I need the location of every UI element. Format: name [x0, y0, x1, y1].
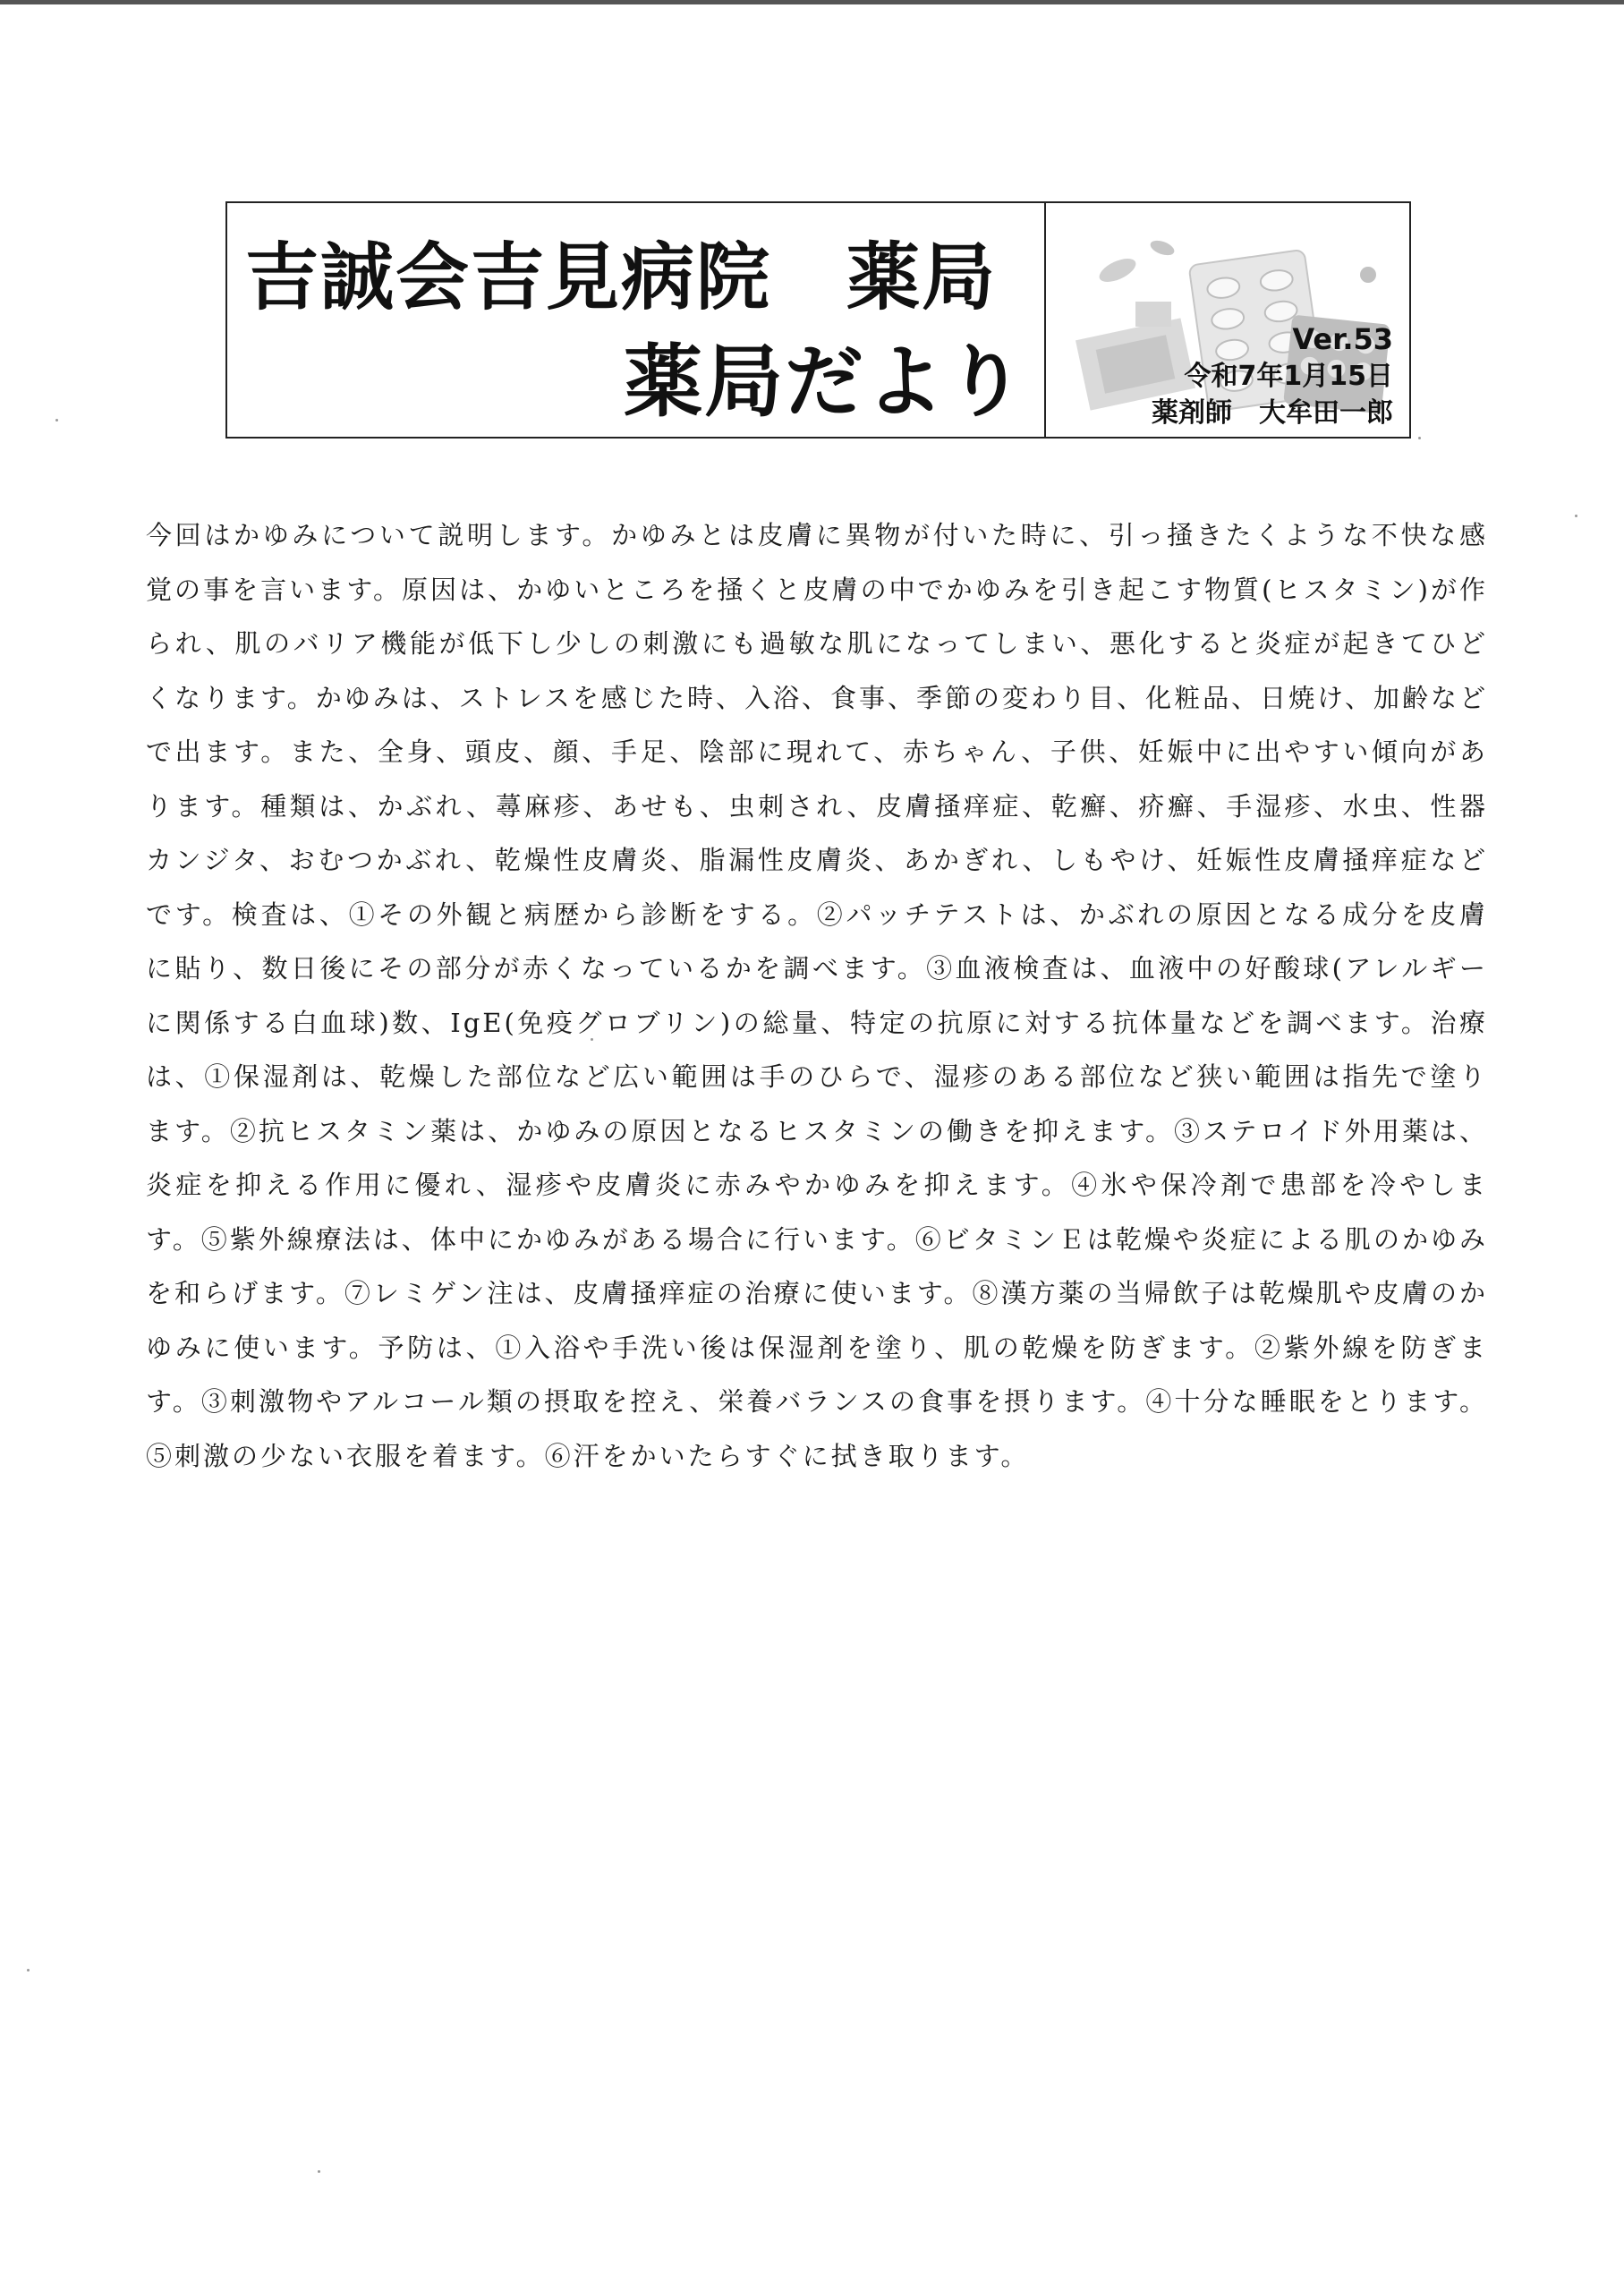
- article-body: 今回はかゆみについて説明します。かゆみとは皮膚に異物が付いた時に、引っ掻きたくような不快な感覚の事を言います。原因は、かゆいところを掻くと皮膚の中でかゆみを引き起こす物質(ヒスタミン)が作られ、肌のバリア機能が低下し少しの刺激にも過敏な肌になってしまい、悪化すると炎症が起きてひどくなります。かゆみは、ストレスを感じた時、入浴、食事、季節の変わり目、化粧品、日焼け、加齢などで出ます。また、全身、頭皮、顔、手足、陰部に現れて、赤ちゃん、子供、妊娠中に出やすい傾向があります。種類は、かぶれ、蕁麻疹、あせも、虫刺され、皮膚掻痒症、乾癬、疥癬、手湿疹、水虫、性器カンジタ、おむつかぶれ、乾燥性皮膚炎、脂漏性皮膚炎、あかぎれ、しもやけ、妊娠性皮膚掻痒症などです。検査は、①その外観と病歴から診断をする。②パッチテストは、かぶれの原因となる成分を皮膚に貼り、数日後にその部分が赤くなっているかを調べます。③血液検査は、血液中の好酸球(アレルギーに関係する白血球)数、IgE(免疫グロブリン)の総量、特定の抗原に対する抗体量などを調べます。治療は、①保湿剤は、乾燥した部位など広い範囲は手のひらで、湿疹のある部位など狭い範囲は指先で塗ります。②抗ヒスタミン薬は、かゆみの原因となるヒスタミンの働きを抑えます。③ステロイド外用薬は、炎症を抑える作用に優れ、湿疹や皮膚炎に赤みやかゆみを抑えます。④氷や保冷剤で患部を冷やします。⑤紫外線療法は、体中にかゆみがある場合に行います。⑥ビタミンＥは乾燥や炎症による肌のかゆみを和らげます。⑦レミゲン注は、皮膚掻痒症の治療に使います。⑧漢方薬の当帰飲子は乾燥肌や皮膚のかゆみに使います。予防は、①入浴や手洗い後は保湿剤を塗り、肌の乾燥を防ぎます。②紫外線を防ぎます。③刺激物やアルコール類の摂取を控え、栄養バランスの食事を摂ります。④十分な睡眠をとります。⑤刺激の少ない衣服を着ます。⑥汗をかいたらすぐに拭き取ります。: [146, 520, 1489, 1471]
- issue-date: 令和7年1月15日: [1184, 361, 1393, 392]
- hospital-name: 吉誠会吉見病院 薬局: [245, 235, 998, 320]
- scan-speck: [55, 419, 58, 422]
- header-info-panel: [1046, 203, 1409, 437]
- author-name: 薬剤師 大牟田一郎: [1152, 397, 1393, 429]
- newsletter-header: [225, 201, 1411, 439]
- newsletter-title: 薬局だより: [623, 336, 1026, 428]
- scan-speck: [591, 1038, 593, 1041]
- scan-top-edge: [0, 0, 1624, 4]
- version-label: Ver.53: [1292, 322, 1393, 356]
- header-title-panel: [227, 203, 1046, 437]
- scan-speck: [1575, 515, 1577, 517]
- scan-speck: [318, 2170, 320, 2173]
- scan-speck: [27, 1969, 30, 1972]
- scan-speck: [1418, 437, 1421, 439]
- issue-meta: [1152, 321, 1393, 431]
